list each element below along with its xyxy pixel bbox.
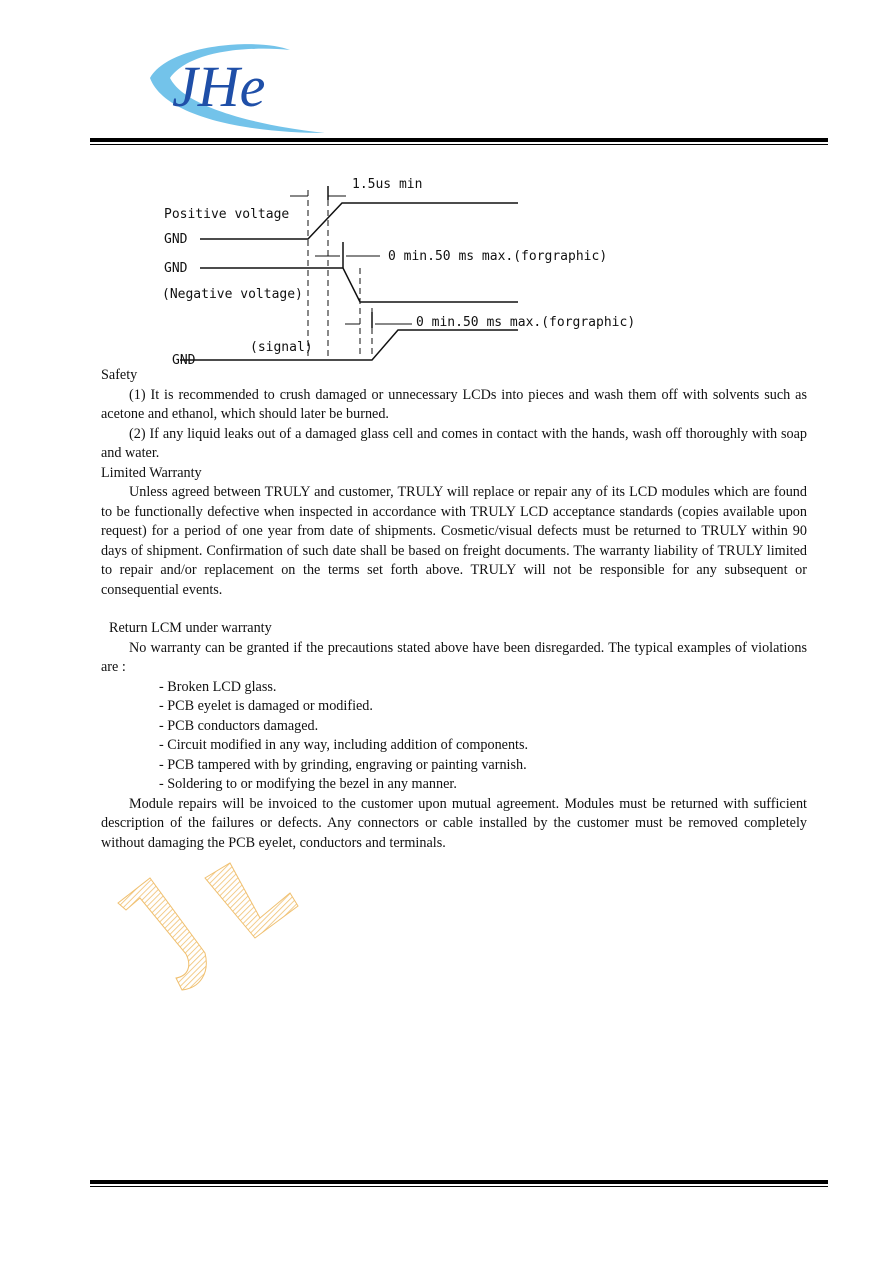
footer-rule [90,1180,828,1184]
logo-text: JHe [172,54,266,119]
label-gnd-1: GND [164,232,188,247]
violations-list [101,678,807,795]
header-rule [90,138,828,142]
list-item: - Circuit modified in any way, including addition of components. [159,737,529,753]
label-signal: (signal) [250,340,313,355]
safety-heading: Safety [101,367,138,383]
list-item: - PCB conductors damaged. [159,717,319,734]
label-positive-voltage: Positive voltage [164,207,290,222]
watermark-stroke-2 [205,863,298,938]
return-heading: Return LCM under warranty [109,620,272,636]
footer-rule-thin [90,1186,828,1187]
list-item: - PCB tampered with by grinding, engraving or painting varnish. [159,756,527,773]
label-min-time: 1.5us min [352,177,423,192]
document-body [101,366,807,853]
label-delay-1: 0 min.50 ms max.(forgraphic) [388,249,608,264]
label-gnd-2: GND [164,261,188,276]
jhe-logo [140,38,340,138]
signal-line [180,330,518,360]
watermark-stroke-1 [118,878,206,990]
watermark-logo [110,858,300,993]
safety-item-1: (1) It is recommended to crush damaged or unnecessary LCDs into pieces and wash them off with solvents such as acetone and ethanol, which should later be burned. [101,386,807,422]
label-delay-2: 0 min.50 ms max.(forgraphic) [416,315,636,330]
section-gap [101,600,807,619]
safety-item-2: (2) If any liquid leaks out of a damaged glass cell and comes in contact with the hands, wash off thoroughly with soap and water. [101,425,807,461]
return-closing: Module repairs will be invoiced to the customer upon mutual agreement. Modules must be returned with sufficient description of the failures or defects. Any connectors or cable installed by the customer must be removed completely without damaging the PCB eyelet, conductors and terminals. [101,795,807,851]
list-item: - Broken LCD glass. [159,678,277,695]
power-timing-diagram [150,168,670,368]
list-item: - PCB eyelet is damaged or modified. [159,698,373,714]
header-rule-thin [90,144,828,145]
warranty-text: Unless agreed between TRULY and customer, TRULY will replace or repair any of its LCD modules which are found to be functionally defective when inspected in accordance with TRULY LCD acceptance standards (copies available upon request) for a period of one year from date of shipments. Cosmetic/visual defects must be returned to TRULY within 90 days of shipment. Confirmation of such date shall be based on freight documents. The warranty liability of TRULY limited to repair and/or replacement on the terms set forth above. TRULY will not be responsible for any subsequent or consequential events. [101,484,807,598]
warranty-heading: Limited Warranty [101,464,202,481]
list-item: - Soldering to or modifying the bezel in any manner. [159,776,457,792]
return-intro: No warranty can be granted if the precautions stated above have been disregarded. The typical examples of violations are : [101,639,807,675]
label-gnd-3: GND [172,353,196,368]
label-negative-voltage: (Negative voltage) [162,287,303,302]
